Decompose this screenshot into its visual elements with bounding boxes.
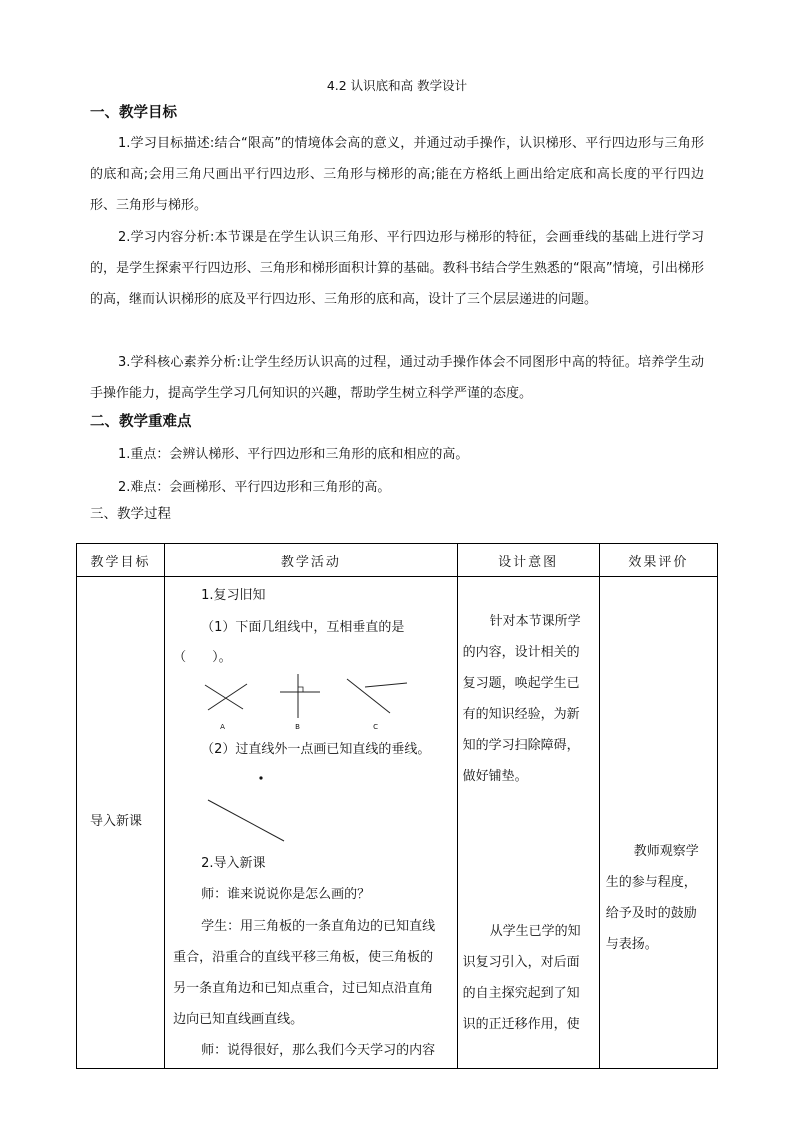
- goal-text: 导入新课: [90, 814, 143, 829]
- intent-line: 从学生已学的知: [489, 924, 581, 939]
- goal-paragraph-1: 1.学习目标描述:结合“限高”的情境体会高的意义，并通过动手操作，认识梯形、平行四边形与三角形的底和高;会用三角尺画出平行四边形、三角形与梯形的高;能在方格纸上画出给定底和高长度的平行四边形、三角形与梯形。: [90, 136, 704, 213]
- figure-label-a: A: [220, 723, 225, 731]
- cell-intent: [457, 577, 599, 1069]
- figure-label-b: B: [295, 723, 300, 731]
- figure-c-non-perpendicular-lines: [345, 677, 415, 717]
- evaluation-line: 生的参与程度，: [605, 875, 697, 890]
- cell-evaluation: [599, 577, 717, 1069]
- evaluation-line: 给予及时的鼓励: [605, 906, 697, 921]
- table-row: [77, 577, 718, 1069]
- figure-b-perpendicular-lines: [278, 672, 323, 722]
- intent-line: 识复习引入，对后面: [462, 955, 580, 970]
- activity-line: 2.导入新课: [201, 856, 266, 871]
- intent-line: 做好铺垫。: [462, 769, 528, 784]
- cell-goal: [77, 577, 165, 1069]
- difficult-point: 2.难点：会画梯形、平行四边形和三角形的高。: [118, 480, 391, 495]
- activity-line: （ ）。: [173, 650, 232, 665]
- section-heading-process: 三、教学过程: [90, 506, 171, 522]
- activity-line: 师：说得很好，那么我们今天学习的内容: [201, 1043, 436, 1058]
- activity-line: 重合，沿重合的直线平移三角板，使三角板的: [173, 950, 434, 965]
- intent-line: 识的正迁移作用，使: [462, 1017, 580, 1032]
- cell-activity: [165, 577, 457, 1069]
- activity-line: 学生：用三角板的一条直角边的已知直线: [201, 919, 436, 934]
- document-title: 4.2 认识底和高 教学设计: [326, 78, 468, 93]
- figure-label-c: C: [373, 723, 379, 731]
- activity-line: （1）下面几组线中，互相垂直的是: [201, 620, 405, 635]
- activity-line: （2）过直线外一点画已知直线的垂线。: [201, 742, 431, 757]
- header-evaluation: 效果评价: [599, 544, 717, 577]
- table-header-row: [77, 544, 718, 577]
- evaluation-line: 与表扬。: [605, 937, 658, 952]
- intent-line: 的自主探究起到了知: [462, 986, 580, 1001]
- goal-paragraph-3: 3.学科核心素养分析:让学生经历认识高的过程，通过动手操作体会不同图形中高的特征。培养学生动手操作能力，提高学生学习几何知识的兴趣，帮助学生树立科学严谨的态度。: [90, 355, 704, 401]
- activity-line: 另一条直角边和已知点重合，过已知点沿直角: [173, 981, 434, 996]
- header-activity: 教学活动: [165, 544, 457, 577]
- intent-line: 针对本节课所学: [489, 614, 581, 629]
- activity-line: 1.复习旧知: [201, 588, 266, 603]
- intent-line: 的内容，设计相关的: [462, 645, 580, 660]
- section-heading-key-points: 二、教学重难点: [90, 414, 192, 430]
- activity-line: 师：谁来说说你是怎么画的？: [201, 887, 371, 902]
- key-point: 1.重点：会辨认梯形、平行四边形和三角形的底和相应的高。: [118, 447, 469, 462]
- figure-a-crossing-lines: [203, 677, 253, 717]
- header-intent: 设计意图: [457, 544, 599, 577]
- activity-line: 边向已知直线画直线。: [173, 1012, 304, 1027]
- goal-paragraph-2: 2.学习内容分析:本节课是在学生认识三角形、平行四边形与梯形的特征，会画垂线的基础上进行学习的，是学生探索平行四边形、三角形和梯形面积计算的基础。教科书结合学生熟悉的“限高”情境，引出梯形的高，继而认识梯形的底及平行四边形、三角形的底和高，设计了三个层层递进的问题。: [90, 230, 704, 307]
- intent-line: 有的知识经验，为新: [462, 707, 580, 722]
- figure-point-and-line: [205, 772, 295, 847]
- section-heading-goals: 一、教学目标: [90, 105, 177, 121]
- evaluation-line: 教师观察学: [633, 844, 699, 859]
- teaching-process-table: [76, 543, 718, 1069]
- intent-line: 知的学习扫除障碍，: [462, 738, 580, 753]
- header-goal: 教学目标: [77, 544, 165, 577]
- intent-line: 复习题，唤起学生已: [462, 676, 580, 691]
